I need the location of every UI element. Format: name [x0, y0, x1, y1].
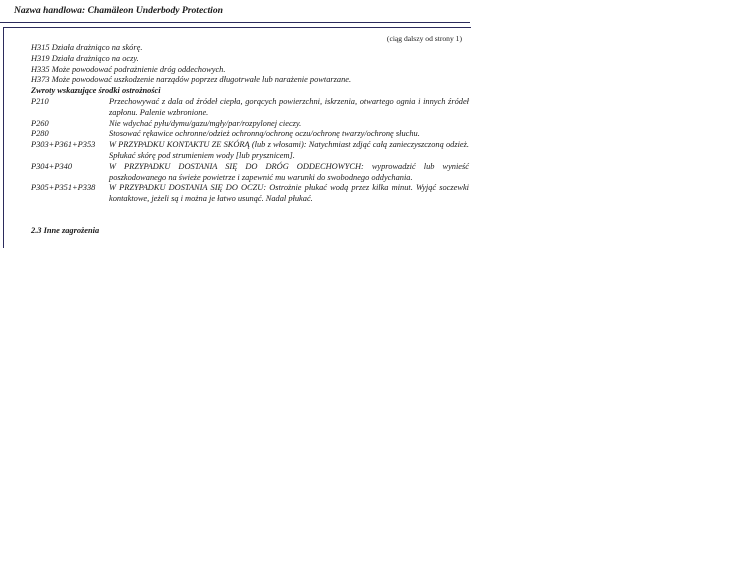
- hazard-statement-h335: H335 Może powodować podrażnienie dróg oddechowych.: [31, 64, 226, 74]
- precaution-row: [31, 119, 469, 130]
- hazard-statement-h315: H315 Działa drażniąco na skórę.: [31, 43, 143, 52]
- precaution-code: P280: [31, 129, 49, 139]
- precaution-text: Nie wdychać pyłu/dymu/gazu/mgły/par/rozpylonej cieczy.: [109, 118, 302, 128]
- precaution-code: P303+P361+P353: [31, 140, 96, 150]
- precaution-text: Stosować rękawice ochronne/odzież ochronną/ochronę oczu/ochronę twarzy/ochronę słuchu.: [109, 129, 420, 139]
- precaution-row: [31, 129, 469, 140]
- precaution-code: P210: [31, 96, 49, 106]
- precaution-row: [31, 97, 469, 119]
- precaution-row: [31, 183, 469, 205]
- document-header: [0, 0, 470, 23]
- precaution-code: P304+P340: [31, 161, 73, 171]
- trade-name-title: Nazwa handlowa: Chamäleon Underbody Protection: [14, 5, 223, 16]
- document-section-frame: [3, 27, 471, 248]
- precaution-heading: Zwroty wskazujące środki ostrożności: [31, 86, 161, 96]
- hazard-statement-h373: H373 Może powodować uszkodzenie narządów poprzez długotrwałe lub narażenie powtarzane.: [31, 75, 352, 85]
- precaution-text: W PRZYPADKU DOSTANIA SIĘ DO DRÓG ODDECHOWYCH: wyprowadzić lub wynieść poszkodowanego na świeże powietrze i zapewnić mu warunki do swobodnego oddychania.: [109, 161, 469, 182]
- hazard-statement-h319: H319 Działa drażniąco na oczy.: [31, 53, 139, 63]
- continuation-note: (ciąg dalszy od strony 1): [386, 34, 462, 43]
- precaution-row: [31, 140, 469, 162]
- precaution-row: [31, 162, 469, 184]
- precaution-code: P260: [31, 118, 49, 128]
- precaution-text: W PRZYPADKU KONTAKTU ZE SKÓRĄ (lub z włosami): Natychmiast zdjąć całą zanieczyszczoną odzież. Spłukać skórę pod strumieniem wody [lub prysznicem].: [109, 140, 469, 160]
- precaution-text: Przechowywać z dala od źródeł ciepła, gorących powierzchni, iskrzenia, otwartego ognia i innych źródeł zapłonu. Palenie wzbronione.: [109, 96, 469, 117]
- next-section-heading-cut: 2.3 Inne zagrożenia: [31, 226, 100, 235]
- section-content: [31, 43, 469, 205]
- precaution-code: P305+P351+P338: [31, 183, 96, 193]
- precaution-text: W PRZYPADKU DOSTANIA SIĘ DO OCZU: Ostrożnie płukać wodą przez kilka minut. Wyjąć soczewki kontaktowe, jeżeli są i można je łatwo usunąć. Nadal płukać.: [109, 183, 469, 204]
